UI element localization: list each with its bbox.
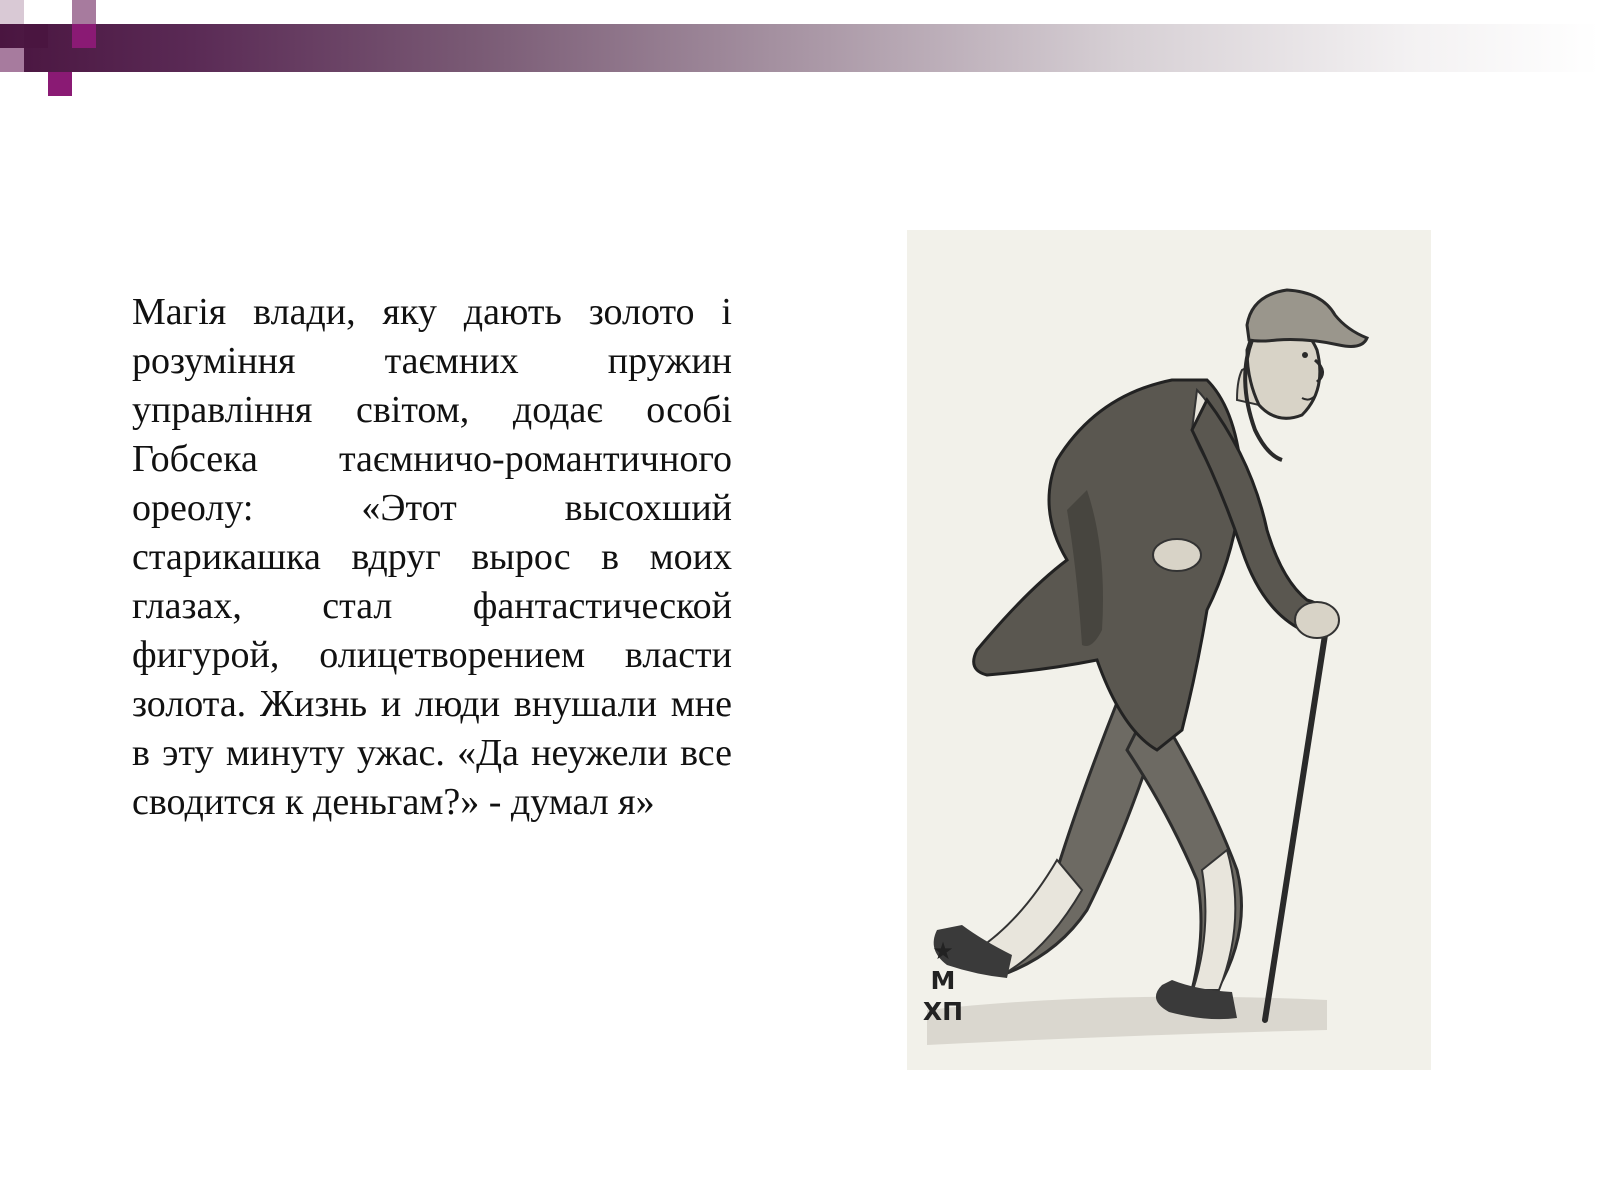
monogram-bottom: ХП	[922, 997, 964, 1026]
monogram-top: М	[930, 966, 956, 995]
cap	[1247, 290, 1367, 346]
eye	[1302, 352, 1308, 358]
header-gradient-band	[0, 24, 1600, 72]
star-icon: ★	[932, 937, 954, 965]
decor-square-1	[0, 0, 24, 24]
decor-square-6	[48, 72, 72, 96]
gobseck-illustration	[907, 230, 1431, 1070]
decor-square-3	[72, 0, 96, 24]
slide-body-text: Магія влади, яку дають золото і розуміння таємних пружин управління світом, додає особі Гобсека таємничо-романтичного ореолу: «Этот высохший старикашка вдруг вырос в моих глазах, стал фантастической фигурой, олицетворением власти золота. Жизнь и люди внушали мне в эту минуту ужас. «Да неужели все сводится к деньгам?» - думал я»	[132, 291, 732, 823]
decor-square-5	[0, 48, 24, 72]
front-hand	[1295, 602, 1339, 638]
decor-square-4	[72, 24, 96, 48]
old-man-with-cane-drawing	[907, 230, 1431, 1070]
cane	[1265, 635, 1325, 1020]
back-hand	[1153, 539, 1201, 571]
decor-square-2	[24, 24, 48, 48]
